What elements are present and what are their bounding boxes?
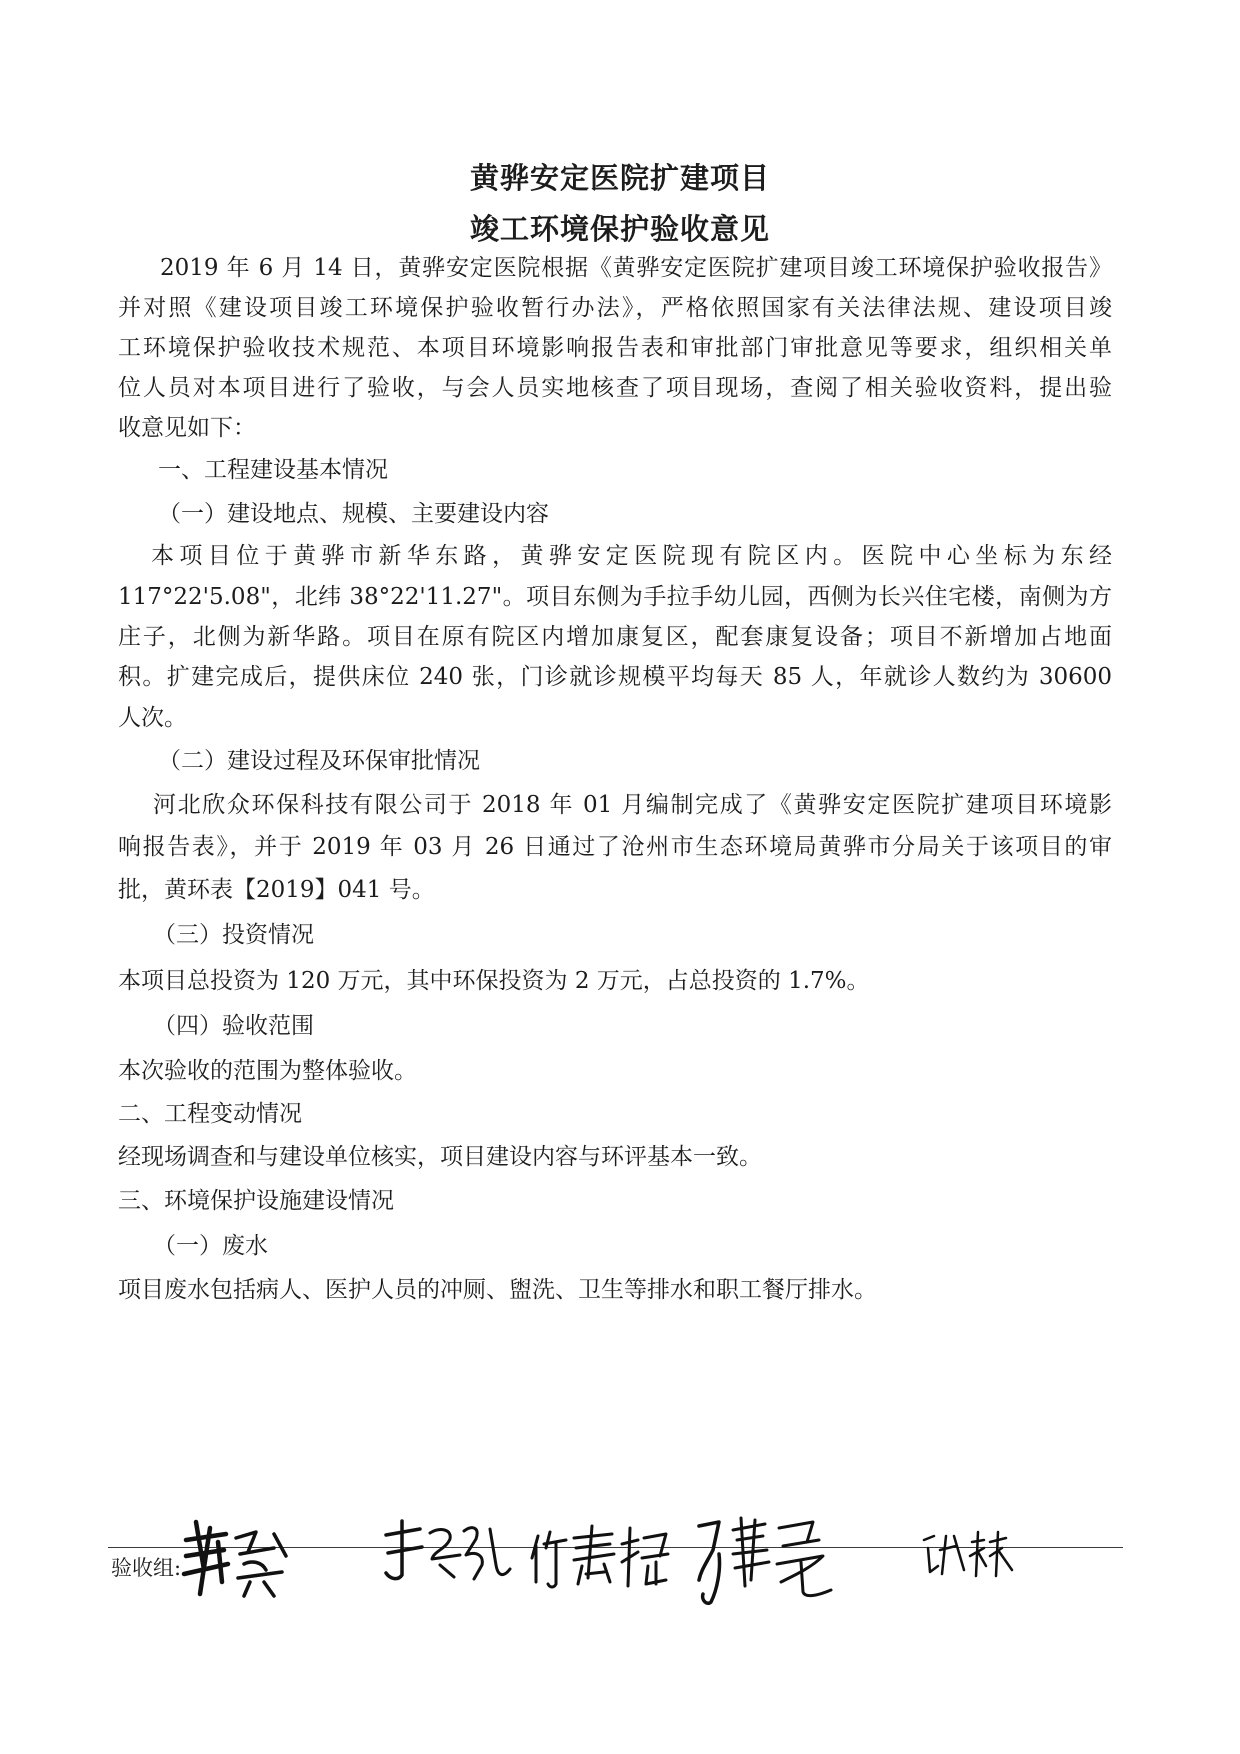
paragraph-line: 河北欣众环保科技有限公司于 2018 年 01 月编制完成了《黄骅安定医院扩建项目环境影: [153, 792, 1112, 818]
subsection-heading: （三）投资情况: [153, 922, 314, 948]
paragraph-line: 本项目总投资为 120 万元，其中环保投资为 2 万元，占总投资的 1.7%。: [118, 968, 870, 994]
paragraph-line: 本次验收的范围为整体验收。: [118, 1058, 417, 1084]
subsection-heading: （一）建设地点、规模、主要建设内容: [158, 501, 549, 527]
section-heading: 一、工程建设基本情况: [158, 457, 388, 483]
paragraph-line: 庄子，北侧为新华路。项目在原有院区内增加康复区，配套康复设备；项目不新增加占地面: [118, 624, 1112, 650]
signature-2: [380, 1515, 520, 1595]
document-title-line-2: 竣工环境保护验收意见: [469, 212, 770, 246]
signature-4: [693, 1510, 843, 1610]
intro-line: 位人员对本项目进行了验收，与会人员实地核查了项目现场，查阅了相关验收资料，提出验: [118, 375, 1112, 401]
paragraph-line: 经现场调查和与建设单位核实，项目建设内容与环评基本一致。: [118, 1144, 762, 1170]
signature-3: [530, 1518, 670, 1594]
signature-1: [178, 1512, 308, 1604]
paragraph-line: 响报告表》，并于 2019 年 03 月 26 日通过了沧州市生态环境局黄骅市分局关于该项目的审: [118, 834, 1112, 860]
paragraph-line: 批，黄环表【2019】041 号。: [118, 877, 435, 903]
signature-5: [920, 1526, 1020, 1582]
paragraph-line: 人次。: [118, 705, 187, 731]
document-title-line-1: 黄骅安定医院扩建项目: [469, 161, 770, 195]
subsection-heading: （一）废水: [153, 1233, 268, 1259]
intro-line: 收意见如下：: [118, 415, 256, 441]
section-heading: 二、工程变动情况: [118, 1101, 302, 1127]
paragraph-line: 积。扩建完成后，提供床位 240 张，门诊就诊规模平均每天 85 人，年就诊人数约为 30600: [118, 664, 1112, 690]
paragraph-line: 117°22'5.08"，北纬 38°22'11.27"。项目东侧为手拉手幼儿园，西侧为长兴住宅楼，南侧为方: [118, 584, 1112, 610]
section-heading: 三、环境保护设施建设情况: [118, 1188, 394, 1214]
subsection-heading: （二）建设过程及环保审批情况: [158, 748, 480, 774]
paragraph-line: 项目废水包括病人、医护人员的冲厕、盥洗、卫生等排水和职工餐厅排水。: [118, 1277, 877, 1303]
paragraph-line: 本项目位于黄骅市新华东路，黄骅安定医院现有院区内。医院中心坐标为东经: [151, 543, 1112, 569]
intro-line: 并对照《建设项目竣工环境保护验收暂行办法》，严格依照国家有关法律法规、建设项目竣: [118, 295, 1112, 321]
subsection-heading: （四）验收范围: [153, 1013, 314, 1039]
intro-line: 2019 年 6 月 14 日，黄骅安定医院根据《黄骅安定医院扩建项目竣工环境保护验收报告》: [160, 255, 1112, 281]
intro-line: 工环境保护验收技术规范、本项目环境影响报告表和审批部门审批意见等要求，组织相关单: [118, 335, 1112, 361]
acceptance-group-label: 验收组:: [111, 1556, 182, 1580]
